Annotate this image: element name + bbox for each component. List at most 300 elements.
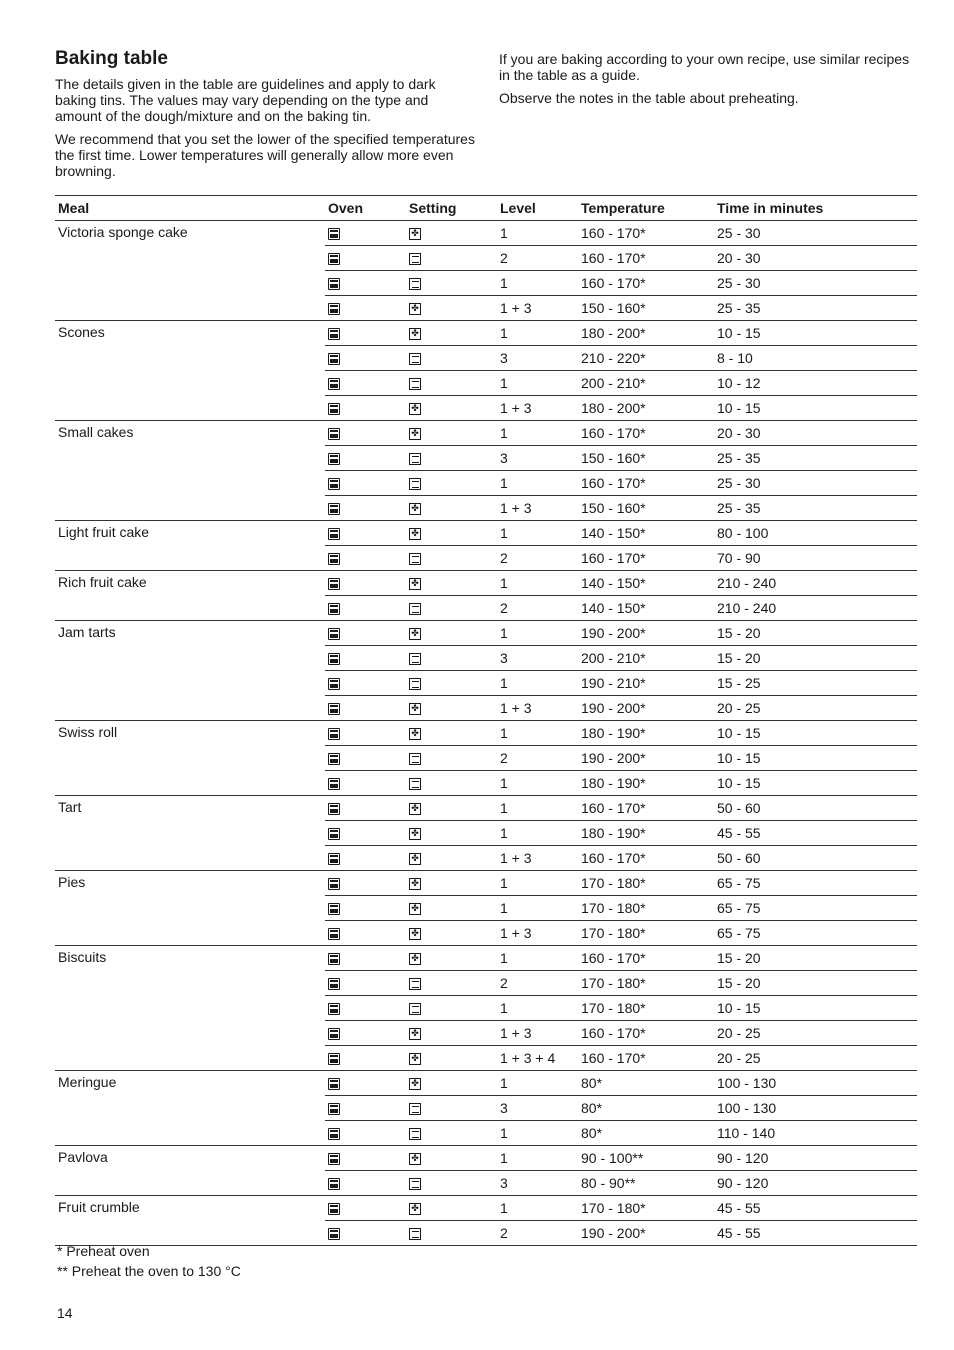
page-title: Baking table — [55, 48, 168, 69]
oven-icon — [328, 978, 340, 990]
temperature-cell: 160 - 170* — [578, 846, 714, 871]
temperature-cell: 210 - 220* — [578, 346, 714, 371]
oven-icon — [328, 953, 340, 965]
hot-air-icon: ✤ — [409, 303, 421, 315]
time-cell: 25 - 30 — [714, 471, 917, 496]
temperature-cell: 180 - 200* — [578, 321, 714, 346]
table-body — [55, 221, 917, 1246]
temperature-cell: 190 - 200* — [578, 621, 714, 646]
level-cell: 1 — [497, 721, 578, 746]
meal-name: Victoria sponge cake — [55, 221, 325, 321]
time-cell: 8 - 10 — [714, 346, 917, 371]
temperature-cell: 160 - 170* — [578, 421, 714, 446]
time-cell: 65 - 75 — [714, 896, 917, 921]
level-cell: 1 — [497, 896, 578, 921]
oven-icon — [328, 278, 340, 290]
oven-icon — [328, 628, 340, 640]
setting-cell — [406, 771, 497, 796]
oven-icon — [328, 1228, 340, 1240]
level-cell: 1 — [497, 321, 578, 346]
top-bottom-heating-icon — [409, 278, 421, 290]
setting-cell — [406, 921, 497, 946]
time-cell: 100 - 130 — [714, 1096, 917, 1121]
top-bottom-heating-icon — [409, 553, 421, 565]
level-cell: 2 — [497, 596, 578, 621]
time-cell: 15 - 20 — [714, 971, 917, 996]
time-cell: 25 - 35 — [714, 296, 917, 321]
setting-cell — [406, 371, 497, 396]
meal-name: Pies — [55, 871, 325, 946]
oven-cell — [325, 1046, 406, 1071]
oven-cell — [325, 1221, 406, 1246]
level-cell: 1 + 3 + 4 — [497, 1046, 578, 1071]
intro-paragraph: The details given in the table are guidelines and apply to dark baking tins. The values may vary depending on the type and amount of the dough/mixture and on the baking tin. — [55, 76, 436, 124]
setting-cell — [406, 1121, 497, 1146]
oven-cell — [325, 771, 406, 796]
intro-left-column — [55, 76, 475, 186]
time-cell: 10 - 15 — [714, 996, 917, 1021]
oven-cell — [325, 496, 406, 521]
temperature-cell: 160 - 170* — [578, 246, 714, 271]
temperature-cell: 150 - 160* — [578, 296, 714, 321]
hot-air-icon: ✤ — [409, 803, 421, 815]
oven-icon — [328, 378, 340, 390]
meal-name: Rich fruit cake — [55, 571, 325, 621]
temperature-cell: 80* — [578, 1071, 714, 1096]
oven-icon — [328, 653, 340, 665]
level-cell: 1 — [497, 1121, 578, 1146]
hot-air-icon: ✤ — [409, 728, 421, 740]
oven-cell — [325, 546, 406, 571]
oven-cell — [325, 1196, 406, 1221]
temperature-cell: 190 - 200* — [578, 746, 714, 771]
time-cell: 45 - 55 — [714, 821, 917, 846]
oven-icon — [328, 553, 340, 565]
oven-cell — [325, 946, 406, 971]
oven-cell — [325, 471, 406, 496]
level-cell: 1 — [497, 821, 578, 846]
oven-icon — [328, 1178, 340, 1190]
level-cell: 1 + 3 — [497, 396, 578, 421]
temperature-cell: 200 - 210* — [578, 371, 714, 396]
setting-cell — [406, 446, 497, 471]
oven-icon — [328, 878, 340, 890]
top-bottom-heating-icon — [409, 653, 421, 665]
setting-cell — [406, 671, 497, 696]
meal-name: Biscuits — [55, 946, 325, 1071]
time-cell: 20 - 25 — [714, 1046, 917, 1071]
oven-icon — [328, 1153, 340, 1165]
setting-cell — [406, 471, 497, 496]
time-cell: 65 - 75 — [714, 871, 917, 896]
temperature-cell: 190 - 200* — [578, 1221, 714, 1246]
meal-name: Tart — [55, 796, 325, 871]
hot-air-icon: ✤ — [409, 928, 421, 940]
hot-air-icon: ✤ — [409, 1053, 421, 1065]
footnotes — [57, 1241, 241, 1281]
temperature-cell: 160 - 170* — [578, 471, 714, 496]
oven-icon — [328, 578, 340, 590]
oven-cell — [325, 346, 406, 371]
level-cell: 3 — [497, 1171, 578, 1196]
time-cell: 100 - 130 — [714, 1071, 917, 1096]
temperature-cell: 160 - 170* — [578, 796, 714, 821]
level-cell: 1 — [497, 796, 578, 821]
oven-icon — [328, 853, 340, 865]
temperature-cell: 140 - 150* — [578, 571, 714, 596]
time-cell: 10 - 12 — [714, 371, 917, 396]
page-number: 14 — [57, 1305, 73, 1321]
level-cell: 2 — [497, 746, 578, 771]
hot-air-icon: ✤ — [409, 853, 421, 865]
meal-name: Small cakes — [55, 421, 325, 521]
level-cell: 2 — [497, 246, 578, 271]
top-bottom-heating-icon — [409, 1228, 421, 1240]
setting-cell — [406, 1221, 497, 1246]
time-cell: 210 - 240 — [714, 596, 917, 621]
setting-cell — [406, 1196, 497, 1221]
level-cell: 1 + 3 — [497, 296, 578, 321]
hot-air-icon: ✤ — [409, 828, 421, 840]
hot-air-icon: ✤ — [409, 503, 421, 515]
time-cell: 25 - 30 — [714, 221, 917, 246]
oven-cell — [325, 571, 406, 596]
intro-paragraph: Observe the notes in the table about preheating. — [499, 90, 799, 106]
level-cell: 1 — [497, 471, 578, 496]
hot-air-icon: ✤ — [409, 403, 421, 415]
temperature-cell: 80* — [578, 1121, 714, 1146]
time-cell: 25 - 35 — [714, 446, 917, 471]
oven-cell — [325, 271, 406, 296]
setting-cell — [406, 871, 497, 896]
oven-icon — [328, 703, 340, 715]
time-cell: 10 - 15 — [714, 321, 917, 346]
temperature-cell: 170 - 180* — [578, 996, 714, 1021]
intro-right-column — [499, 51, 917, 113]
oven-icon — [328, 453, 340, 465]
level-cell: 1 — [497, 671, 578, 696]
meal-name: Meringue — [55, 1071, 325, 1146]
setting-cell — [406, 321, 497, 346]
time-cell: 15 - 20 — [714, 946, 917, 971]
setting-cell — [406, 496, 497, 521]
level-cell: 1 + 3 — [497, 696, 578, 721]
hot-air-icon: ✤ — [409, 1028, 421, 1040]
time-cell: 50 - 60 — [714, 846, 917, 871]
setting-cell — [406, 646, 497, 671]
temperature-cell: 180 - 190* — [578, 821, 714, 846]
oven-cell — [325, 421, 406, 446]
header-meal: Meal — [55, 196, 325, 221]
baking-table — [55, 195, 917, 1246]
oven-cell — [325, 746, 406, 771]
temperature-cell: 180 - 190* — [578, 771, 714, 796]
oven-cell — [325, 921, 406, 946]
footnote-preheat: * Preheat oven — [57, 1243, 150, 1259]
level-cell: 3 — [497, 446, 578, 471]
temperature-cell: 160 - 170* — [578, 1046, 714, 1071]
table-row — [55, 421, 917, 446]
time-cell: 90 - 120 — [714, 1146, 917, 1171]
top-bottom-heating-icon — [409, 778, 421, 790]
oven-cell — [325, 371, 406, 396]
oven-cell — [325, 896, 406, 921]
top-bottom-heating-icon — [409, 478, 421, 490]
setting-cell — [406, 946, 497, 971]
time-cell: 10 - 15 — [714, 396, 917, 421]
footnote-preheat-130: ** Preheat the oven to 130 °C — [57, 1263, 241, 1279]
time-cell: 25 - 35 — [714, 496, 917, 521]
hot-air-icon: ✤ — [409, 628, 421, 640]
oven-icon — [328, 1103, 340, 1115]
level-cell: 1 — [497, 1071, 578, 1096]
setting-cell — [406, 696, 497, 721]
header-setting: Setting — [406, 196, 497, 221]
level-cell: 1 — [497, 271, 578, 296]
table-header-row — [55, 196, 917, 221]
table-row — [55, 1071, 917, 1096]
top-bottom-heating-icon — [409, 978, 421, 990]
oven-icon — [328, 303, 340, 315]
setting-cell — [406, 846, 497, 871]
header-level: Level — [497, 196, 578, 221]
oven-cell — [325, 521, 406, 546]
top-bottom-heating-icon — [409, 1128, 421, 1140]
hot-air-icon: ✤ — [409, 1078, 421, 1090]
hot-air-icon: ✤ — [409, 528, 421, 540]
time-cell: 20 - 25 — [714, 696, 917, 721]
time-cell: 210 - 240 — [714, 571, 917, 596]
temperature-cell: 170 - 180* — [578, 896, 714, 921]
oven-icon — [328, 828, 340, 840]
hot-air-icon: ✤ — [409, 228, 421, 240]
level-cell: 3 — [497, 646, 578, 671]
oven-icon — [328, 1028, 340, 1040]
table-row — [55, 1146, 917, 1171]
table-row — [55, 946, 917, 971]
setting-cell — [406, 421, 497, 446]
meal-name: Fruit crumble — [55, 1196, 325, 1246]
oven-icon — [328, 928, 340, 940]
setting-cell — [406, 796, 497, 821]
temperature-cell: 80* — [578, 1096, 714, 1121]
setting-cell — [406, 246, 497, 271]
oven-icon — [328, 1078, 340, 1090]
level-cell: 1 — [497, 946, 578, 971]
header-oven: Oven — [325, 196, 406, 221]
hot-air-icon: ✤ — [409, 1203, 421, 1215]
time-cell: 20 - 30 — [714, 421, 917, 446]
level-cell: 3 — [497, 346, 578, 371]
level-cell: 1 — [497, 421, 578, 446]
time-cell: 20 - 30 — [714, 246, 917, 271]
oven-icon — [328, 353, 340, 365]
setting-cell — [406, 821, 497, 846]
setting-cell — [406, 271, 497, 296]
temperature-cell: 150 - 160* — [578, 446, 714, 471]
header-time: Time in minutes — [714, 196, 917, 221]
meal-name: Light fruit cake — [55, 521, 325, 571]
time-cell: 15 - 20 — [714, 621, 917, 646]
level-cell: 1 — [497, 221, 578, 246]
oven-icon — [328, 478, 340, 490]
oven-cell — [325, 671, 406, 696]
setting-cell — [406, 1046, 497, 1071]
oven-icon — [328, 403, 340, 415]
time-cell: 20 - 25 — [714, 1021, 917, 1046]
oven-cell — [325, 1021, 406, 1046]
oven-icon — [328, 1053, 340, 1065]
meal-name: Scones — [55, 321, 325, 421]
oven-cell — [325, 396, 406, 421]
level-cell: 1 — [497, 621, 578, 646]
table-row — [55, 321, 917, 346]
temperature-cell: 170 - 180* — [578, 921, 714, 946]
temperature-cell: 80 - 90** — [578, 1171, 714, 1196]
hot-air-icon: ✤ — [409, 878, 421, 890]
table-row — [55, 721, 917, 746]
setting-cell — [406, 221, 497, 246]
setting-cell — [406, 1096, 497, 1121]
setting-cell — [406, 996, 497, 1021]
temperature-cell: 180 - 200* — [578, 396, 714, 421]
oven-cell — [325, 296, 406, 321]
oven-icon — [328, 328, 340, 340]
oven-cell — [325, 1171, 406, 1196]
oven-cell — [325, 1146, 406, 1171]
oven-cell — [325, 821, 406, 846]
level-cell: 2 — [497, 1221, 578, 1246]
oven-icon — [328, 678, 340, 690]
time-cell: 25 - 30 — [714, 271, 917, 296]
oven-cell — [325, 1096, 406, 1121]
setting-cell — [406, 346, 497, 371]
setting-cell — [406, 1021, 497, 1046]
setting-cell — [406, 296, 497, 321]
setting-cell — [406, 396, 497, 421]
meal-name: Swiss roll — [55, 721, 325, 796]
oven-cell — [325, 846, 406, 871]
table-row — [55, 871, 917, 896]
top-bottom-heating-icon — [409, 753, 421, 765]
temperature-cell: 190 - 210* — [578, 671, 714, 696]
setting-cell — [406, 521, 497, 546]
temperature-cell: 90 - 100** — [578, 1146, 714, 1171]
oven-cell — [325, 1071, 406, 1096]
oven-cell — [325, 596, 406, 621]
oven-cell — [325, 321, 406, 346]
time-cell: 110 - 140 — [714, 1121, 917, 1146]
level-cell: 1 — [497, 371, 578, 396]
oven-icon — [328, 778, 340, 790]
level-cell: 1 + 3 — [497, 1021, 578, 1046]
temperature-cell: 160 - 170* — [578, 221, 714, 246]
oven-icon — [328, 753, 340, 765]
time-cell: 65 - 75 — [714, 921, 917, 946]
time-cell: 45 - 55 — [714, 1196, 917, 1221]
oven-icon — [328, 428, 340, 440]
top-bottom-heating-icon — [409, 353, 421, 365]
top-bottom-heating-icon — [409, 1003, 421, 1015]
top-bottom-heating-icon — [409, 1103, 421, 1115]
top-bottom-heating-icon — [409, 453, 421, 465]
level-cell: 1 — [497, 771, 578, 796]
temperature-cell: 140 - 150* — [578, 596, 714, 621]
temperature-cell: 160 - 170* — [578, 271, 714, 296]
oven-icon — [328, 503, 340, 515]
oven-cell — [325, 696, 406, 721]
top-bottom-heating-icon — [409, 378, 421, 390]
level-cell: 1 + 3 — [497, 921, 578, 946]
oven-cell — [325, 246, 406, 271]
temperature-cell: 160 - 170* — [578, 946, 714, 971]
hot-air-icon: ✤ — [409, 428, 421, 440]
setting-cell — [406, 896, 497, 921]
level-cell: 1 — [497, 571, 578, 596]
time-cell: 10 - 15 — [714, 746, 917, 771]
time-cell: 70 - 90 — [714, 546, 917, 571]
time-cell: 80 - 100 — [714, 521, 917, 546]
oven-icon — [328, 228, 340, 240]
oven-cell — [325, 971, 406, 996]
meal-name: Pavlova — [55, 1146, 325, 1196]
oven-icon — [328, 528, 340, 540]
oven-cell — [325, 871, 406, 896]
oven-icon — [328, 603, 340, 615]
table-row — [55, 1196, 917, 1221]
time-cell: 15 - 20 — [714, 646, 917, 671]
temperature-cell: 180 - 190* — [578, 721, 714, 746]
intro-paragraph: We recommend that you set the lower of the specified temperatures the first time. Lower temperatures will generally allow more even browning. — [55, 131, 475, 179]
setting-cell — [406, 746, 497, 771]
time-cell: 10 - 15 — [714, 771, 917, 796]
oven-cell — [325, 446, 406, 471]
setting-cell — [406, 596, 497, 621]
time-cell: 15 - 25 — [714, 671, 917, 696]
oven-icon — [328, 903, 340, 915]
setting-cell — [406, 546, 497, 571]
top-bottom-heating-icon — [409, 253, 421, 265]
oven-cell — [325, 996, 406, 1021]
hot-air-icon: ✤ — [409, 703, 421, 715]
oven-cell — [325, 221, 406, 246]
hot-air-icon: ✤ — [409, 1153, 421, 1165]
setting-cell — [406, 1071, 497, 1096]
oven-cell — [325, 796, 406, 821]
level-cell: 2 — [497, 971, 578, 996]
intro-paragraph: If you are baking according to your own recipe, use similar recipes in the table as a guide. — [499, 51, 910, 83]
time-cell: 45 - 55 — [714, 1221, 917, 1246]
level-cell: 3 — [497, 1096, 578, 1121]
table-row — [55, 571, 917, 596]
level-cell: 1 + 3 — [497, 846, 578, 871]
oven-icon — [328, 1003, 340, 1015]
top-bottom-heating-icon — [409, 678, 421, 690]
hot-air-icon: ✤ — [409, 578, 421, 590]
temperature-cell: 160 - 170* — [578, 1021, 714, 1046]
setting-cell — [406, 1146, 497, 1171]
oven-cell — [325, 721, 406, 746]
top-bottom-heating-icon — [409, 603, 421, 615]
temperature-cell: 160 - 170* — [578, 546, 714, 571]
level-cell: 1 — [497, 871, 578, 896]
level-cell: 1 — [497, 996, 578, 1021]
hot-air-icon: ✤ — [409, 328, 421, 340]
level-cell: 1 — [497, 1146, 578, 1171]
temperature-cell: 170 - 180* — [578, 1196, 714, 1221]
level-cell: 1 — [497, 1196, 578, 1221]
temperature-cell: 170 - 180* — [578, 971, 714, 996]
